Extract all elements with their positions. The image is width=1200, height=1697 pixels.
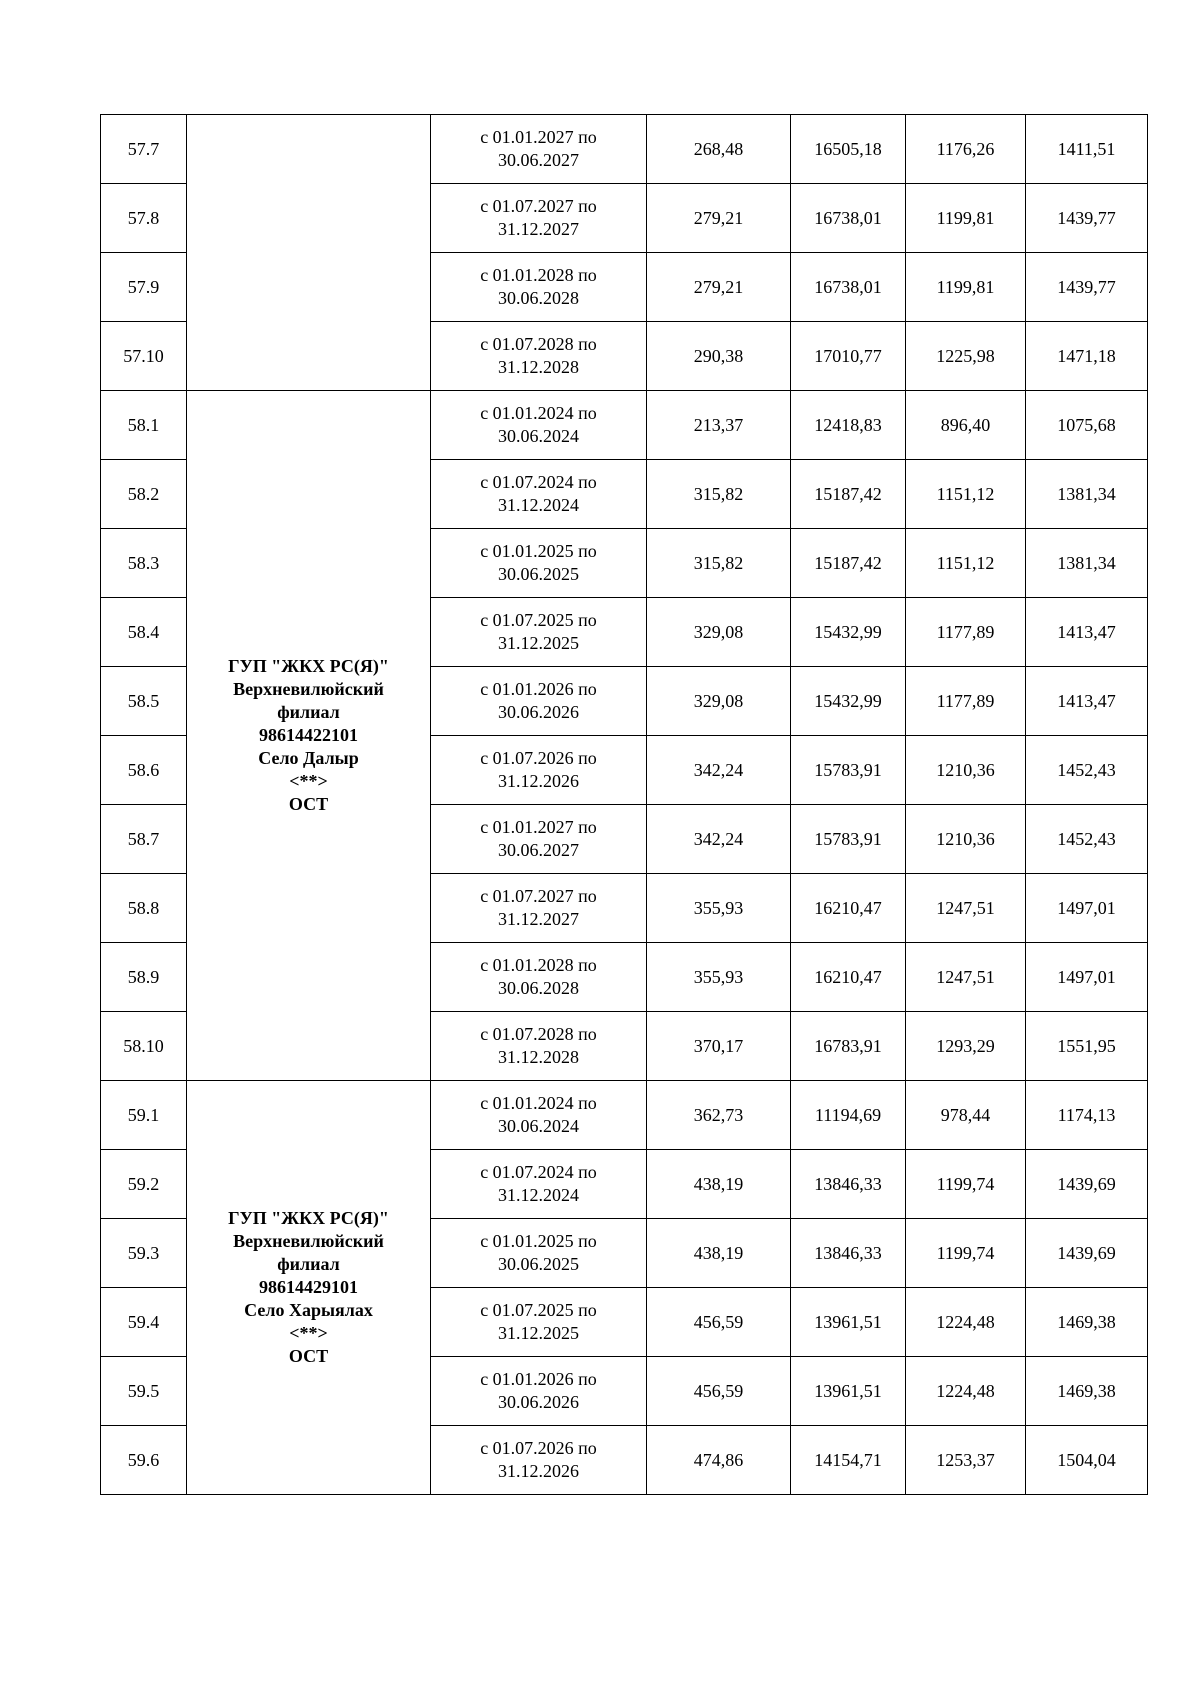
row-number: 58.9 — [101, 943, 187, 1012]
value-cell-4: 1469,38 — [1026, 1288, 1148, 1357]
value-cell-1: 438,19 — [647, 1150, 791, 1219]
period-cell — [431, 253, 647, 322]
period-to: 31.12.2026 — [498, 771, 579, 791]
value-cell-1: 342,24 — [647, 736, 791, 805]
period-from: с 01.01.2027 по — [480, 817, 597, 837]
period-to: 31.12.2025 — [498, 633, 579, 653]
value-cell-2: 11194,69 — [791, 1081, 906, 1150]
value-cell-2: 13846,33 — [791, 1219, 906, 1288]
value-cell-1: 474,86 — [647, 1426, 791, 1495]
row-number: 59.2 — [101, 1150, 187, 1219]
value-cell-1: 362,73 — [647, 1081, 791, 1150]
table-row — [101, 115, 1148, 184]
value-cell-2: 15187,42 — [791, 460, 906, 529]
value-cell-1: 329,08 — [647, 667, 791, 736]
period-to: 30.06.2024 — [498, 426, 579, 446]
value-cell-4: 1174,13 — [1026, 1081, 1148, 1150]
value-cell-3: 1151,12 — [906, 529, 1026, 598]
period-cell — [431, 391, 647, 460]
value-cell-1: 456,59 — [647, 1288, 791, 1357]
period-from: с 01.01.2028 по — [480, 955, 597, 975]
value-cell-4: 1471,18 — [1026, 322, 1148, 391]
period-to: 30.06.2025 — [498, 564, 579, 584]
value-cell-4: 1413,47 — [1026, 667, 1148, 736]
table-row — [101, 391, 1148, 460]
row-number: 58.2 — [101, 460, 187, 529]
period-from: с 01.01.2024 по — [480, 403, 597, 423]
value-cell-3: 1199,81 — [906, 253, 1026, 322]
value-cell-4: 1411,51 — [1026, 115, 1148, 184]
period-from: с 01.07.2025 по — [480, 1300, 597, 1320]
value-cell-2: 13961,51 — [791, 1357, 906, 1426]
period-to: 31.12.2028 — [498, 1047, 579, 1067]
value-cell-2: 16738,01 — [791, 253, 906, 322]
value-cell-2: 13961,51 — [791, 1288, 906, 1357]
value-cell-3: 978,44 — [906, 1081, 1026, 1150]
value-cell-1: 315,82 — [647, 460, 791, 529]
period-cell — [431, 874, 647, 943]
value-cell-3: 896,40 — [906, 391, 1026, 460]
period-to: 30.06.2027 — [498, 840, 579, 860]
period-to: 31.12.2026 — [498, 1461, 579, 1481]
row-number: 59.4 — [101, 1288, 187, 1357]
period-cell — [431, 115, 647, 184]
period-from: с 01.07.2028 по — [480, 1024, 597, 1044]
row-number: 59.1 — [101, 1081, 187, 1150]
value-cell-2: 14154,71 — [791, 1426, 906, 1495]
value-cell-3: 1199,74 — [906, 1150, 1026, 1219]
organization-line: <**> — [289, 771, 328, 791]
value-cell-2: 17010,77 — [791, 322, 906, 391]
value-cell-3: 1176,26 — [906, 115, 1026, 184]
value-cell-3: 1247,51 — [906, 874, 1026, 943]
row-number: 58.3 — [101, 529, 187, 598]
period-to: 31.12.2027 — [498, 909, 579, 929]
period-to: 30.06.2027 — [498, 150, 579, 170]
value-cell-1: 213,37 — [647, 391, 791, 460]
period-from: с 01.01.2025 по — [480, 1231, 597, 1251]
value-cell-2: 16783,91 — [791, 1012, 906, 1081]
period-from: с 01.07.2025 по — [480, 610, 597, 630]
period-to: 30.06.2024 — [498, 1116, 579, 1136]
period-cell — [431, 1426, 647, 1495]
period-cell — [431, 805, 647, 874]
value-cell-2: 15187,42 — [791, 529, 906, 598]
period-from: с 01.07.2026 по — [480, 748, 597, 768]
row-number: 58.1 — [101, 391, 187, 460]
row-number: 58.4 — [101, 598, 187, 667]
period-cell — [431, 1081, 647, 1150]
organization-line: ОСТ — [288, 794, 329, 814]
value-cell-3: 1224,48 — [906, 1288, 1026, 1357]
row-number: 57.8 — [101, 184, 187, 253]
organization-line: филиал — [277, 702, 340, 722]
period-cell — [431, 667, 647, 736]
period-to: 30.06.2026 — [498, 702, 579, 722]
value-cell-3: 1210,36 — [906, 736, 1026, 805]
value-cell-3: 1199,81 — [906, 184, 1026, 253]
value-cell-1: 456,59 — [647, 1357, 791, 1426]
value-cell-4: 1439,69 — [1026, 1219, 1148, 1288]
value-cell-1: 268,48 — [647, 115, 791, 184]
period-cell — [431, 184, 647, 253]
period-from: с 01.01.2027 по — [480, 127, 597, 147]
value-cell-3: 1199,74 — [906, 1219, 1026, 1288]
organization-line: Село Харыялах — [244, 1300, 373, 1320]
period-from: с 01.07.2024 по — [480, 1162, 597, 1182]
row-number: 59.5 — [101, 1357, 187, 1426]
tariff-table — [100, 114, 1148, 1495]
organization-line: ГУП "ЖКХ РС(Я)" — [228, 1208, 389, 1228]
value-cell-3: 1225,98 — [906, 322, 1026, 391]
period-cell — [431, 736, 647, 805]
value-cell-3: 1293,29 — [906, 1012, 1026, 1081]
organization-cell — [187, 1081, 431, 1495]
period-to: 31.12.2024 — [498, 495, 579, 515]
period-from: с 01.07.2027 по — [480, 196, 597, 216]
value-cell-1: 355,93 — [647, 943, 791, 1012]
organization-cell — [187, 115, 431, 391]
value-cell-4: 1075,68 — [1026, 391, 1148, 460]
organization-line: ГУП "ЖКХ РС(Я)" — [228, 656, 389, 676]
table-row — [101, 1081, 1148, 1150]
value-cell-4: 1497,01 — [1026, 943, 1148, 1012]
period-to: 31.12.2028 — [498, 357, 579, 377]
row-number: 59.6 — [101, 1426, 187, 1495]
value-cell-2: 16210,47 — [791, 943, 906, 1012]
organization-line: филиал — [277, 1254, 340, 1274]
row-number: 58.10 — [101, 1012, 187, 1081]
period-cell — [431, 1012, 647, 1081]
period-cell — [431, 943, 647, 1012]
value-cell-1: 329,08 — [647, 598, 791, 667]
value-cell-3: 1177,89 — [906, 667, 1026, 736]
value-cell-1: 438,19 — [647, 1219, 791, 1288]
value-cell-4: 1413,47 — [1026, 598, 1148, 667]
organization-line: <**> — [289, 1323, 328, 1343]
organization-line: Верхневилюйский — [233, 1231, 384, 1251]
tariff-table-body — [101, 115, 1148, 1495]
period-cell — [431, 460, 647, 529]
row-number: 57.10 — [101, 322, 187, 391]
period-to: 30.06.2028 — [498, 288, 579, 308]
period-cell — [431, 1219, 647, 1288]
value-cell-4: 1381,34 — [1026, 529, 1148, 598]
value-cell-2: 16210,47 — [791, 874, 906, 943]
period-from: с 01.07.2026 по — [480, 1438, 597, 1458]
period-from: с 01.07.2024 по — [480, 472, 597, 492]
value-cell-3: 1247,51 — [906, 943, 1026, 1012]
organization-line: Верхневилюйский — [233, 679, 384, 699]
period-cell — [431, 529, 647, 598]
period-to: 30.06.2026 — [498, 1392, 579, 1412]
period-from: с 01.07.2027 по — [480, 886, 597, 906]
value-cell-2: 12418,83 — [791, 391, 906, 460]
value-cell-4: 1551,95 — [1026, 1012, 1148, 1081]
row-number: 57.9 — [101, 253, 187, 322]
value-cell-2: 15432,99 — [791, 598, 906, 667]
row-number: 59.3 — [101, 1219, 187, 1288]
value-cell-3: 1177,89 — [906, 598, 1026, 667]
value-cell-2: 15432,99 — [791, 667, 906, 736]
value-cell-1: 370,17 — [647, 1012, 791, 1081]
period-to: 30.06.2025 — [498, 1254, 579, 1274]
organization-line: ОСТ — [288, 1346, 329, 1366]
value-cell-2: 15783,91 — [791, 736, 906, 805]
value-cell-4: 1452,43 — [1026, 805, 1148, 874]
period-from: с 01.01.2026 по — [480, 1369, 597, 1389]
value-cell-4: 1497,01 — [1026, 874, 1148, 943]
value-cell-2: 16738,01 — [791, 184, 906, 253]
period-from: с 01.01.2024 по — [480, 1093, 597, 1113]
row-number: 58.6 — [101, 736, 187, 805]
organization-line: 98614429101 — [259, 1277, 358, 1297]
period-to: 31.12.2025 — [498, 1323, 579, 1343]
value-cell-2: 13846,33 — [791, 1150, 906, 1219]
value-cell-2: 16505,18 — [791, 115, 906, 184]
period-from: с 01.01.2028 по — [480, 265, 597, 285]
organization-line: 98614422101 — [259, 725, 358, 745]
row-number: 58.8 — [101, 874, 187, 943]
value-cell-3: 1210,36 — [906, 805, 1026, 874]
organization-cell — [187, 391, 431, 1081]
value-cell-1: 315,82 — [647, 529, 791, 598]
row-number: 58.7 — [101, 805, 187, 874]
value-cell-4: 1504,04 — [1026, 1426, 1148, 1495]
period-to: 31.12.2024 — [498, 1185, 579, 1205]
value-cell-1: 290,38 — [647, 322, 791, 391]
period-from: с 01.01.2025 по — [480, 541, 597, 561]
row-number: 57.7 — [101, 115, 187, 184]
value-cell-4: 1469,38 — [1026, 1357, 1148, 1426]
value-cell-3: 1151,12 — [906, 460, 1026, 529]
period-cell — [431, 598, 647, 667]
organization-line: Село Далыр — [258, 748, 359, 768]
value-cell-1: 342,24 — [647, 805, 791, 874]
value-cell-4: 1452,43 — [1026, 736, 1148, 805]
value-cell-3: 1224,48 — [906, 1357, 1026, 1426]
value-cell-4: 1381,34 — [1026, 460, 1148, 529]
value-cell-3: 1253,37 — [906, 1426, 1026, 1495]
period-from: с 01.01.2026 по — [480, 679, 597, 699]
period-to: 31.12.2027 — [498, 219, 579, 239]
value-cell-4: 1439,69 — [1026, 1150, 1148, 1219]
period-cell — [431, 1288, 647, 1357]
period-cell — [431, 322, 647, 391]
value-cell-1: 279,21 — [647, 184, 791, 253]
value-cell-2: 15783,91 — [791, 805, 906, 874]
period-cell — [431, 1150, 647, 1219]
value-cell-4: 1439,77 — [1026, 253, 1148, 322]
period-from: с 01.07.2028 по — [480, 334, 597, 354]
period-cell — [431, 1357, 647, 1426]
row-number: 58.5 — [101, 667, 187, 736]
value-cell-4: 1439,77 — [1026, 184, 1148, 253]
period-to: 30.06.2028 — [498, 978, 579, 998]
value-cell-1: 355,93 — [647, 874, 791, 943]
value-cell-1: 279,21 — [647, 253, 791, 322]
